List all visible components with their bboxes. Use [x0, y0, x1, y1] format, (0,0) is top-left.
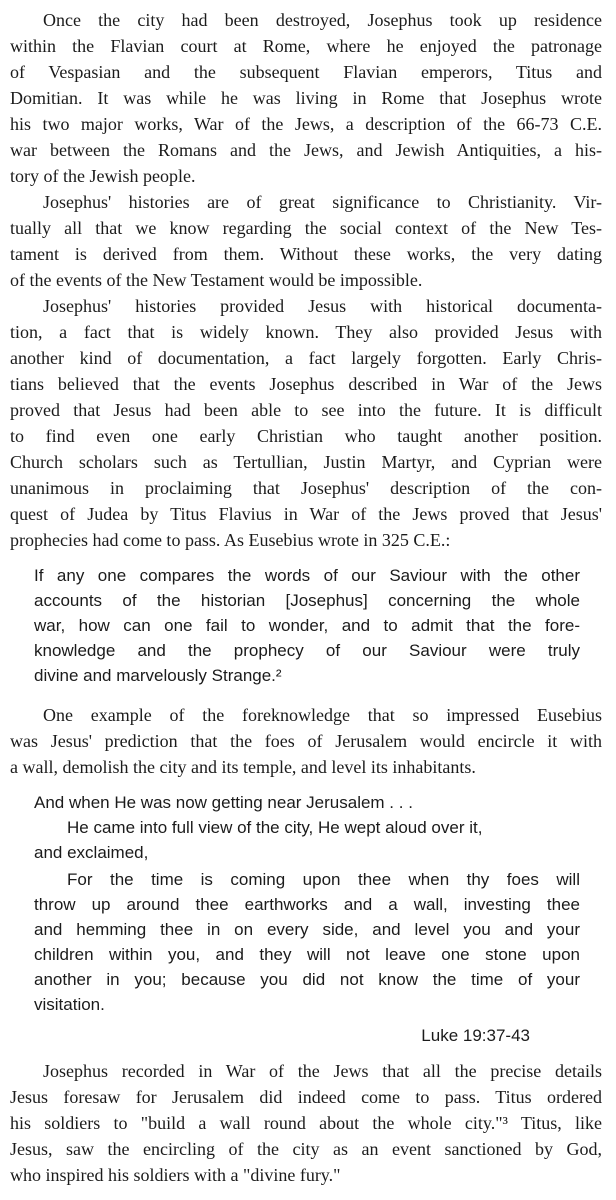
text-line: If any one compares the words of our Saviour with the other — [34, 566, 580, 585]
text-line: war between the Romans and the Jews, and Jewish Antiquities, a his- — [10, 140, 602, 160]
text-line: quest of Judea by Titus Flavius in War of the Jews proved that Jesus' — [10, 504, 602, 524]
text-line: Domitian. It was while he was living in Rome that Josephus wrote — [10, 88, 602, 108]
text-line: another in you; because you did not know the time of your — [34, 970, 580, 989]
paragraph-historical-documentation — [10, 293, 602, 553]
text-line: and exclaimed, — [34, 843, 149, 862]
text-line: tament is derived from them. Without these works, the very dating — [10, 244, 602, 264]
text-line: children within you, and they will not leave one stone upon — [34, 945, 580, 964]
text-line: Once the city had been destroyed, Josephus took up residence — [43, 10, 602, 30]
text-line: tion, a fact that is widely known. They also provided Jesus with — [10, 322, 602, 342]
text-line: divine and marvelously Strange.² — [34, 666, 282, 685]
text-line: One example of the foreknowledge that so impressed Eusebius — [43, 705, 602, 725]
text-line: Church scholars such as Tertullian, Justin Martyr, and Cyprian were — [10, 452, 602, 472]
citation-line: Luke 19:37-43 — [421, 1026, 530, 1045]
text-line: and hemming thee in on every side, and level you and your — [34, 920, 580, 939]
text-line: of the events of the New Testament would be impossible. — [10, 270, 423, 290]
text-line: a wall, demolish the city and its temple, and level its inhabitants. — [10, 757, 476, 777]
text-line: to find even one early Christian who taught another position. — [10, 426, 602, 446]
text-line: Josephus recorded in War of the Jews that all the precise details — [43, 1061, 602, 1081]
paragraph-josephus-rome — [10, 7, 602, 189]
text-line: He came into full view of the city, He wept aloud over it, — [67, 818, 483, 837]
text-line: And when He was now getting near Jerusalem . . . — [34, 793, 413, 812]
scripture-citation — [34, 1023, 580, 1048]
text-line: another kind of documentation, a fact largely forgotten. Early Chris- — [10, 348, 602, 368]
text-line: tually all that we know regarding the social context of the New Tes- — [10, 218, 602, 238]
text-line: within the Flavian court at Rome, where he enjoyed the patronage — [10, 36, 602, 56]
text-line: proved that Jesus had been able to see into the future. It is difficult — [10, 400, 602, 420]
text-line: his two major works, War of the Jews, a description of the 66-73 C.E. — [10, 114, 602, 134]
text-line: Jesus foresaw for Jerusalem did indeed come to pass. Titus ordered — [10, 1087, 602, 1107]
text-line: knowledge and the prophecy of our Saviour were truly — [34, 641, 580, 660]
text-line: who inspired his soldiers with a "divine fury." — [10, 1165, 341, 1185]
text-line: unanimous in proclaiming that Josephus' description of the con- — [10, 478, 602, 498]
blockquote-luke-intro — [34, 790, 580, 865]
text-line: Josephus' histories are of great significance to Christianity. Vir- — [43, 192, 602, 212]
paragraph-foreknowledge-example — [10, 702, 602, 780]
paragraph-histories-significance — [10, 189, 602, 293]
text-line: For the time is coming upon thee when thy foes will — [67, 870, 580, 889]
text-line: was Jesus' prediction that the foes of Jerusalem would encircle it with — [10, 731, 602, 751]
text-line: prophecies had come to pass. As Eusebius wrote in 325 C.E.: — [10, 530, 451, 550]
text-line: Josephus' histories provided Jesus with historical documenta- — [43, 296, 602, 316]
text-line: tory of the Jewish people. — [10, 166, 196, 186]
text-line: war, how can one fail to wonder, and to admit that the fore- — [34, 616, 580, 635]
blockquote-luke-prophecy — [34, 867, 580, 1017]
paragraph-titus-wall — [10, 1058, 602, 1188]
text-line: Jesus, saw the encircling of the city as an event sanctioned by God, — [10, 1139, 602, 1159]
text-line: of Vespasian and the subsequent Flavian emperors, Titus and — [10, 62, 602, 82]
text-line: throw up around thee earthworks and a wall, investing thee — [34, 895, 580, 914]
text-line: accounts of the historian [Josephus] concerning the whole — [34, 591, 580, 610]
text-line: tians believed that the events Josephus described in War of the Jews — [10, 374, 602, 394]
text-line: visitation. — [34, 995, 105, 1014]
text-line: his soldiers to "build a wall round about the whole city."³ Titus, like — [10, 1113, 602, 1133]
blockquote-eusebius — [34, 563, 580, 688]
